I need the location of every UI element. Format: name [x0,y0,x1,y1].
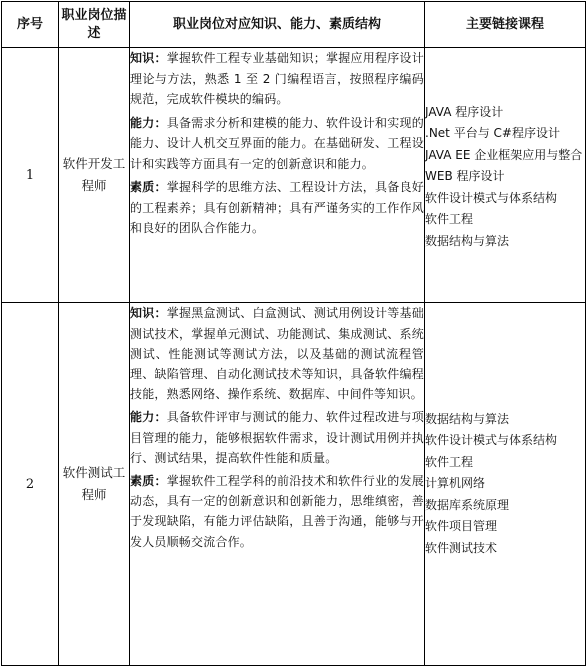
knowledge-label: 知识： [130,306,167,321]
quality-text: 掌握软件工程学科的前沿技术和软件行业的发展动态，具有一定的创新意识和创新能力，思维缜密，善于发现缺陷，有能力评估缺陷，且善于沟通，能够与开发人员顺畅交流合作。 [130,474,425,549]
course-item: 软件测试技术 [425,540,498,555]
course-item: 数据结构与算法 [425,411,510,426]
knowledge-text: 掌握黑盒测试、白盒测试、测试用例设计等基础测试技术，掌握单元测试、功能测试、集成测试、系统测试、性能测试等测试方法，以及基础的测试流程管理、缺陷管理、自动化测试技术等知识，具备软件编程技能，熟悉网络、操作系统、数据库、中间件等知识。 [130,306,425,402]
ability-label: 能力： [130,115,167,130]
row-courses [425,303,586,666]
header-job-title: 职业岗位描述 [59,2,130,48]
header-courses: 主要链接课程 [425,2,586,48]
header-row [2,2,586,48]
knowledge-label: 知识： [130,51,167,65]
course-item: 计算机网络 [425,476,486,491]
course-item: 软件项目管理 [425,519,498,534]
course-list [425,409,585,560]
row-job-title: 软件测试工程师 [59,303,130,666]
course-item: JAVA EE 企业框架应用与整合 [425,147,583,162]
row-structure [130,48,425,303]
row-courses [425,48,586,303]
course-item: 软件工程 [425,454,474,469]
course-item: WEB 程序设计 [425,169,505,184]
quality-paragraph [130,471,424,552]
curriculum-table [1,1,586,666]
table-row [2,303,586,666]
knowledge-paragraph [130,48,424,110]
course-item: 软件设计模式与体系结构 [425,433,558,448]
header-index: 序号 [2,2,59,48]
row-job-title: 软件开发工程师 [59,48,130,303]
ability-paragraph [130,407,424,468]
course-item: 数据库系统原理 [425,497,510,512]
knowledge-text: 掌握软件工程专业基础知识；掌握应用程序设计理论与方法，熟悉 1 至 2 门编程语言，按照程序编码规范，完成软件模块的编码。 [130,51,425,106]
knowledge-paragraph [130,303,424,404]
header-structure: 职业岗位对应知识、能力、素质结构 [130,2,425,48]
table-row [2,48,586,303]
course-item: JAVA 程序设计 [425,104,504,119]
ability-text: 具备需求分析和建模的能力、软件设计和实现的能力、设计人机交互界面的能力。在基础研发、工程设计和实践等方面具有一定的创新意识和能力。 [130,115,425,171]
ability-text: 具备软件评审与测试的能力、软件过程改进与项目管理的能力，能够根据软件需求，设计测试用例并执行、测试结果，提高软件性能和质量。 [130,410,425,465]
row-index: 1 [2,48,59,303]
ability-paragraph [130,113,424,175]
row-index: 2 [2,303,59,666]
course-item: 软件设计模式与体系结构 [425,190,558,205]
quality-label: 素质： [130,474,167,489]
course-item: 软件工程 [425,212,474,227]
quality-label: 素质： [130,180,167,194]
course-item: .Net 平台与 C#程序设计 [425,126,560,141]
quality-text: 掌握科学的思维方法、工程设计方法，具备良好的工程素养；具有创新精神；具有严谨务实的工作作风和良好的团队合作能力。 [130,180,425,235]
course-list [425,102,585,253]
quality-paragraph [130,177,424,239]
course-item: 数据结构与算法 [425,233,510,248]
ability-label: 能力： [130,410,167,425]
row-structure [130,303,425,666]
